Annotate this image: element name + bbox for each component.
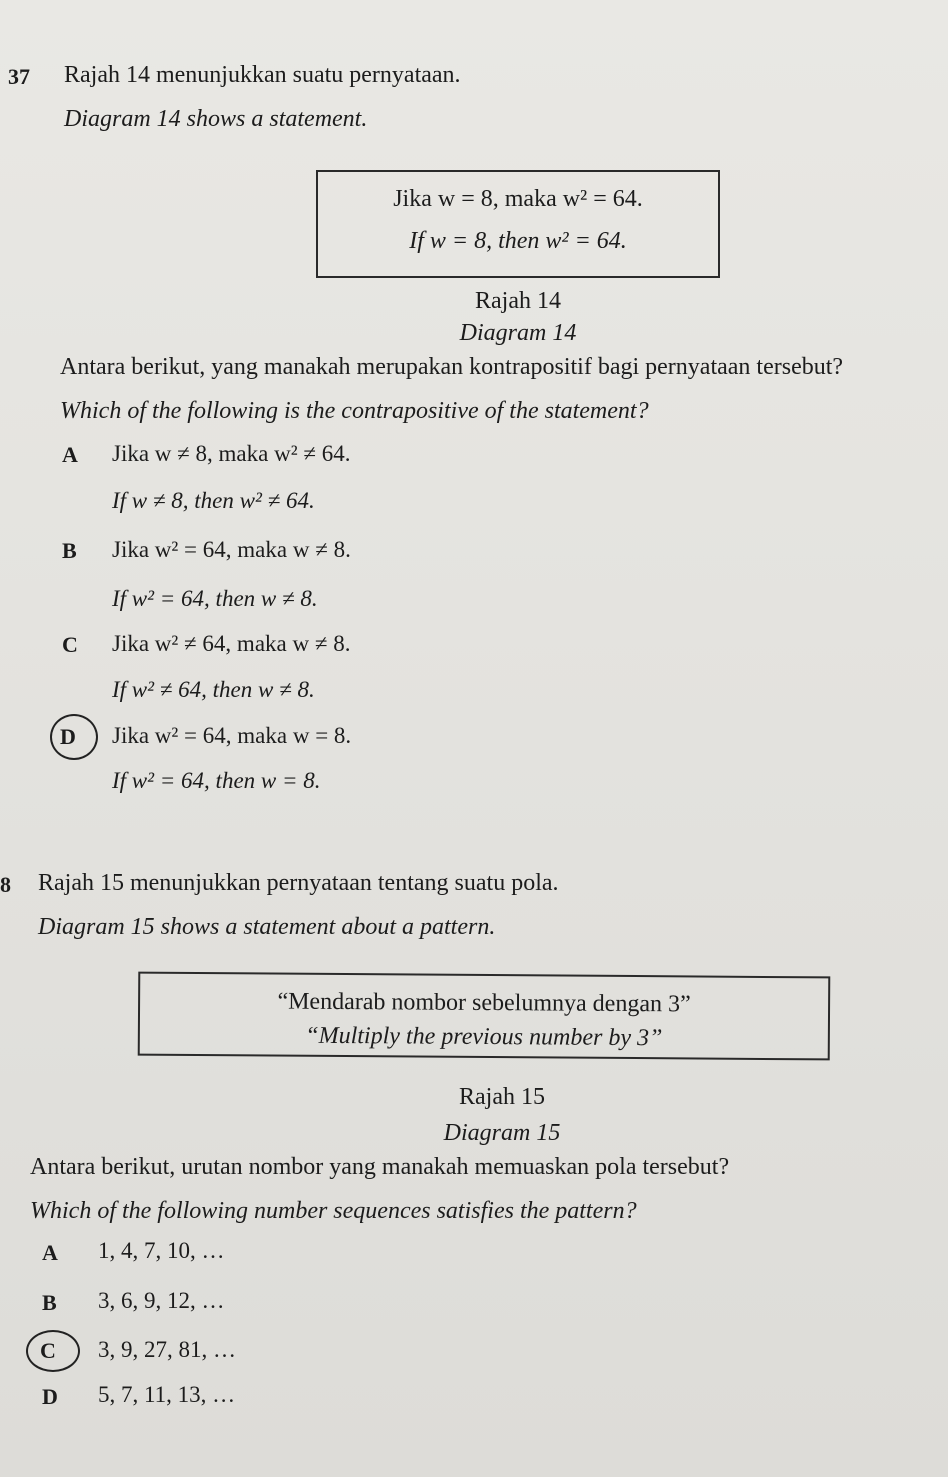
diagram-15-statement-en: “Multiply the previous number by 3” bbox=[305, 1022, 663, 1052]
diagram-15-statement-ms: “Mendarab nombor sebelumnya dengan 3” bbox=[277, 988, 691, 1018]
q37-option-d-letter[interactable]: D bbox=[60, 724, 76, 749]
diagram-14-box bbox=[316, 170, 720, 278]
diagram-15-caption-ms: Rajah 15 bbox=[459, 1084, 545, 1110]
question-38-stem-ms: Rajah 15 menunjukkan pernyataan tentang suatu pola. bbox=[38, 870, 559, 896]
question-38-stem-en: Diagram 15 shows a statement about a pattern. bbox=[38, 914, 496, 940]
question-37-prompt-en: Which of the following is the contrapositive of the statement? bbox=[60, 398, 649, 424]
q37-option-a-text-ms[interactable]: Jika w ≠ 8, maka w² ≠ 64. bbox=[112, 441, 351, 466]
q38-option-b-letter[interactable]: B bbox=[42, 1290, 57, 1315]
question-38-prompt-en: Which of the following number sequences satisfies the pattern? bbox=[30, 1198, 637, 1224]
question-38-number: 8 bbox=[0, 872, 11, 897]
q37-option-c-text-en[interactable]: If w² ≠ 64, then w ≠ 8. bbox=[112, 677, 315, 702]
q38-option-d-text[interactable]: 5, 7, 11, 13, … bbox=[98, 1382, 236, 1407]
q37-option-a-text-en[interactable]: If w ≠ 8, then w² ≠ 64. bbox=[112, 488, 315, 513]
diagram-14-statement-ms: Jika w = 8, maka w² = 64. bbox=[393, 186, 643, 212]
diagram-15-caption-en: Diagram 15 bbox=[443, 1120, 561, 1146]
q38-option-a-text[interactable]: 1, 4, 7, 10, … bbox=[98, 1238, 225, 1263]
diagram-15-box bbox=[138, 972, 831, 1061]
question-37-prompt-ms: Antara berikut, yang manakah merupakan kontrapositif bagi pernyataan tersebut? bbox=[60, 354, 844, 380]
q37-option-b-letter[interactable]: B bbox=[62, 538, 77, 563]
q37-option-d-text-ms[interactable]: Jika w² = 64, maka w = 8. bbox=[112, 723, 352, 748]
diagram-14-caption-ms: Rajah 14 bbox=[475, 288, 561, 314]
question-37-number: 37 bbox=[8, 64, 30, 89]
q38-option-b-text[interactable]: 3, 6, 9, 12, … bbox=[98, 1288, 225, 1313]
q37-option-c-letter[interactable]: C bbox=[62, 632, 78, 657]
q37-option-c-text-ms[interactable]: Jika w² ≠ 64, maka w ≠ 8. bbox=[112, 631, 351, 656]
q38-option-c-letter[interactable]: C bbox=[40, 1338, 56, 1363]
diagram-14-statement-en: If w = 8, then w² = 64. bbox=[409, 228, 627, 254]
question-37-stem-ms: Rajah 14 menunjukkan suatu pernyataan. bbox=[64, 62, 461, 88]
question-38-prompt-ms: Antara berikut, urutan nombor yang manakah memuaskan pola tersebut? bbox=[30, 1154, 730, 1180]
q37-option-d-text-en[interactable]: If w² = 64, then w = 8. bbox=[112, 768, 321, 793]
q37-option-a-letter[interactable]: A bbox=[62, 442, 78, 467]
q38-option-a-letter[interactable]: A bbox=[42, 1240, 58, 1265]
q37-option-b-text-en[interactable]: If w² = 64, then w ≠ 8. bbox=[112, 586, 318, 611]
q37-option-b-text-ms[interactable]: Jika w² = 64, maka w ≠ 8. bbox=[112, 537, 351, 562]
q38-option-c-text[interactable]: 3, 9, 27, 81, … bbox=[98, 1337, 236, 1362]
q38-option-d-letter[interactable]: D bbox=[42, 1384, 58, 1409]
diagram-14-caption-en: Diagram 14 bbox=[459, 320, 577, 346]
question-37-stem-en: Diagram 14 shows a statement. bbox=[64, 106, 368, 132]
